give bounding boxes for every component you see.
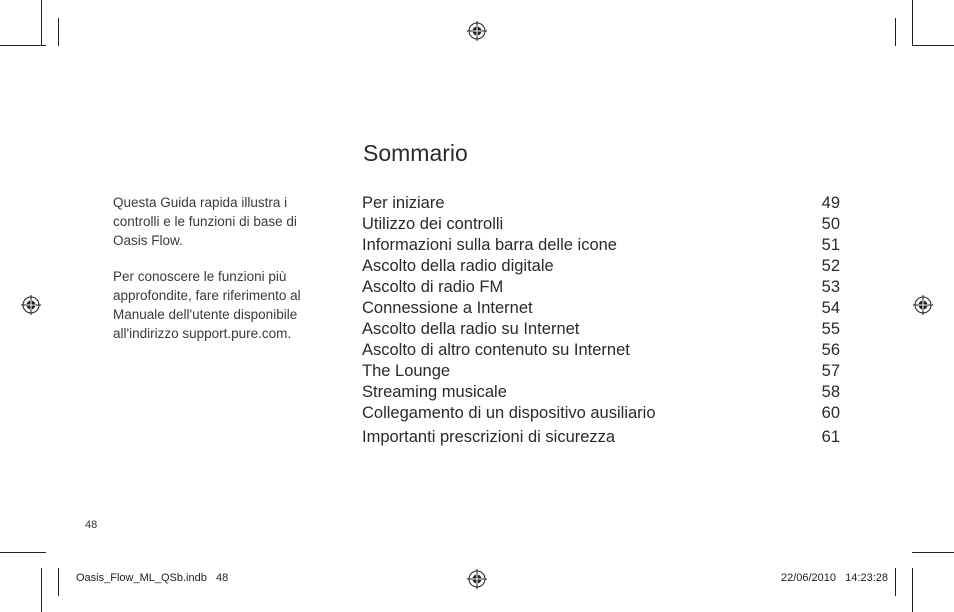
toc-item-label: Informazioni sulla barra delle icone — [362, 236, 617, 254]
table-of-contents — [362, 193, 840, 448]
toc-item-label: Ascolto di altro contenuto su Internet — [362, 341, 630, 359]
toc-item[interactable] — [362, 403, 840, 424]
toc-item-label: Per iniziare — [362, 194, 445, 212]
crop-mark — [912, 45, 954, 46]
registration-mark-icon — [467, 21, 487, 41]
crop-mark — [0, 552, 46, 553]
toc-item-page: 58 — [821, 383, 840, 401]
toc-item[interactable] — [362, 340, 840, 361]
toc-item-page: 55 — [821, 320, 840, 338]
toc-item-label: Ascolto della radio digitale — [362, 257, 554, 275]
toc-item-page: 53 — [821, 278, 840, 296]
toc-item[interactable] — [362, 382, 840, 403]
toc-item[interactable] — [362, 256, 840, 277]
toc-item[interactable] — [362, 277, 840, 298]
registration-mark-icon — [467, 569, 487, 589]
toc-item-label: The Lounge — [362, 362, 451, 380]
page-title: Sommario — [363, 140, 468, 166]
toc-item[interactable] — [362, 319, 840, 340]
toc-item[interactable] — [362, 235, 840, 256]
toc-item-label: Importanti prescrizioni di sicurezza — [362, 428, 616, 446]
crop-mark — [895, 568, 896, 596]
toc-item-label: Connessione a Internet — [362, 299, 533, 317]
toc-item-page: 51 — [821, 236, 840, 254]
crop-mark — [912, 568, 913, 612]
crop-mark — [41, 0, 42, 46]
toc-item-page: 57 — [821, 362, 840, 380]
toc-item-page: 60 — [821, 404, 840, 422]
toc-item-page: 50 — [821, 215, 840, 233]
toc-item[interactable] — [362, 427, 840, 448]
crop-mark — [58, 18, 59, 46]
toc-item-label: Ascolto della radio su Internet — [362, 320, 580, 338]
toc-item-label: Ascolto di radio FM — [362, 278, 504, 296]
registration-mark-icon — [913, 295, 933, 315]
intro-paragraph: Per conoscere le funzioni più approfondite, fare riferimento al Manuale dell'utente disponibile all'indirizzo support.pure.com. — [113, 269, 301, 341]
registration-mark-icon — [21, 295, 41, 315]
page-number: 48 — [85, 519, 98, 531]
toc-item-page: 61 — [821, 428, 840, 446]
toc-item-label: Utilizzo dei controlli — [362, 215, 504, 233]
crop-mark — [912, 0, 913, 46]
crop-mark — [912, 552, 954, 553]
slug-filename: Oasis_Flow_ML_QSb.indb 48 — [76, 572, 229, 584]
toc-item[interactable] — [362, 361, 840, 382]
crop-mark — [0, 45, 46, 46]
crop-mark — [895, 18, 896, 46]
toc-item[interactable] — [362, 214, 840, 235]
toc-item-page: 49 — [821, 194, 840, 212]
toc-item[interactable] — [362, 193, 840, 214]
toc-item-label: Collegamento di un dispositivo ausiliario — [362, 404, 656, 422]
toc-item-page: 54 — [821, 299, 840, 317]
crop-mark — [58, 568, 59, 596]
intro-paragraph: Questa Guida rapida illustra i controlli e le funzioni di base di Oasis Flow. — [113, 195, 297, 248]
toc-item-page: 56 — [821, 341, 840, 359]
slug-datetime: 22/06/2010 14:23:28 — [780, 572, 888, 584]
toc-item-label: Streaming musicale — [362, 383, 507, 401]
toc-item-page: 52 — [821, 257, 840, 275]
toc-item[interactable] — [362, 298, 840, 319]
crop-mark — [41, 568, 42, 612]
